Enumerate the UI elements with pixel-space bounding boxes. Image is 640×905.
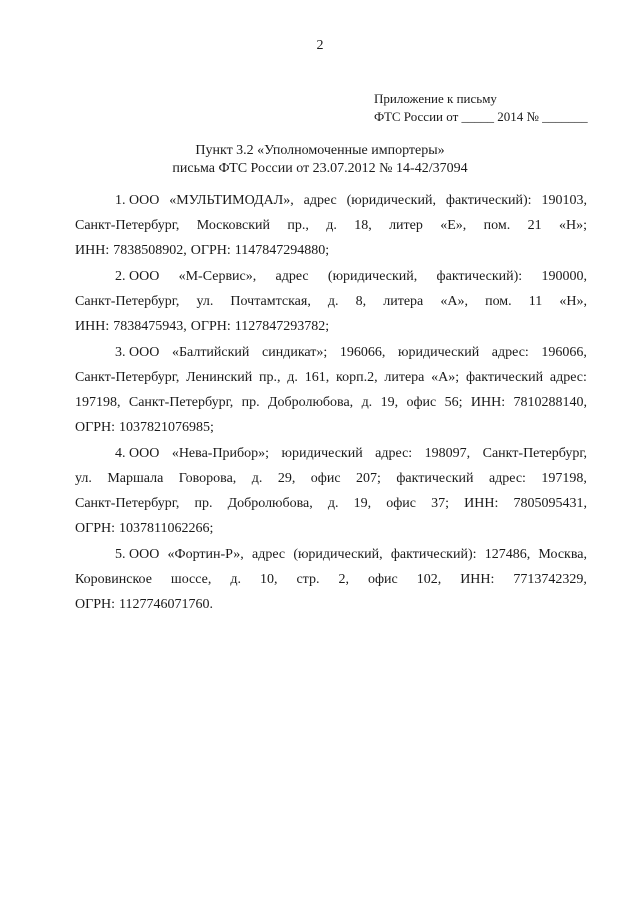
page-number: 2 — [316, 38, 324, 53]
entry-word: 56; — [444, 395, 463, 410]
entry-word: синдикат»; — [262, 345, 328, 360]
entry-word: Санкт-Петербург, — [75, 218, 180, 233]
entry-word: Коровинское — [75, 572, 152, 587]
entry-line — [75, 441, 587, 466]
entry-word: Санкт-Петербург, — [75, 370, 180, 385]
entry-word: ул. — [196, 294, 214, 309]
entry-word: д. — [327, 496, 339, 511]
importer-entry — [75, 441, 587, 541]
entry-word: 7838508902, — [113, 243, 187, 258]
entry-word: Санкт-Петербург, — [75, 496, 180, 511]
entry-word: фактический): — [390, 547, 477, 562]
entry-word: «М-Сервис», — [178, 269, 257, 284]
entry-word: «Н»; — [558, 218, 587, 233]
entry-word: «А», — [440, 294, 468, 309]
title-line-1: Пункт 3.2 «Уполномоченные импортеры» — [195, 143, 445, 158]
entry-word: корп.2, — [335, 370, 378, 385]
entry-word: фактический — [396, 471, 474, 486]
entry-word: Санкт-Петербург, — [128, 395, 234, 410]
entry-word: ИНН: — [464, 496, 499, 511]
entry-word: Добролюбова, — [227, 496, 313, 511]
entry-word: пр., — [259, 370, 281, 385]
importer-entry — [75, 188, 587, 263]
importer-list — [75, 188, 587, 618]
importer-entry — [75, 264, 587, 339]
entry-word: 8, — [355, 294, 367, 309]
entry-word: 207; — [356, 471, 381, 486]
entry-word: 1037821076985; — [119, 420, 214, 435]
entry-word: 7713742329, — [513, 572, 587, 587]
entry-word: «Н», — [559, 294, 587, 309]
entry-word: 29, — [277, 471, 296, 486]
entry-word: 11 — [528, 294, 543, 309]
entry-word: «МУЛЬТИМОДАЛ», — [169, 193, 294, 208]
entry-word: д. — [230, 572, 241, 587]
entry-word: Санкт-Петербург, — [482, 446, 587, 461]
entry-word: ИНН: — [460, 572, 495, 587]
entry-word: 19, — [380, 395, 399, 410]
entry-line — [75, 340, 587, 365]
entry-word: 1037811062266; — [119, 521, 214, 536]
entry-word: ОГРН: — [190, 243, 231, 258]
entry-word: адрес — [303, 193, 337, 208]
entry-word: офис — [406, 395, 437, 410]
entry-word: пом. — [485, 294, 512, 309]
entry-word: адрес: — [488, 471, 526, 486]
entry-word: Москва, — [538, 547, 587, 562]
appendix-header — [374, 90, 588, 126]
entry-word: литер — [389, 218, 423, 233]
entry-word: «Е», — [440, 218, 467, 233]
entry-word: 4. ООО — [115, 446, 160, 461]
entry-word: пр. — [241, 395, 260, 410]
entry-word: офис — [310, 471, 341, 486]
entry-word: (юридический, — [293, 547, 383, 562]
entry-word: 198097, — [424, 446, 471, 461]
entry-word: 7810288140, — [513, 395, 587, 410]
entry-word: 19, — [353, 496, 372, 511]
entry-word: 196066, — [339, 345, 386, 360]
entry-word: ОГРН: — [75, 521, 115, 536]
entry-word: 1127847293782; — [234, 319, 330, 334]
entry-word: 1147847294880; — [234, 243, 330, 258]
entry-word: 3. ООО — [115, 345, 160, 360]
entry-word: юридический — [281, 446, 363, 461]
entry-word: д. — [327, 294, 339, 309]
entry-word: 127486, — [484, 547, 531, 562]
entry-line — [75, 567, 587, 592]
entry-word: фактический — [465, 370, 544, 385]
entry-word: Московский — [196, 218, 270, 233]
entry-line — [75, 188, 587, 213]
entry-word: 1. ООО — [115, 193, 160, 208]
entry-word: адрес: — [375, 446, 413, 461]
entry-word: «Фортин-Р», — [167, 547, 244, 562]
entry-word: адрес — [252, 547, 286, 562]
entry-word: адрес: — [491, 345, 529, 360]
entry-word: фактический): — [445, 193, 532, 208]
entry-word: ОГРН: — [75, 597, 115, 612]
entry-word: адрес — [275, 269, 309, 284]
importer-entry — [75, 340, 587, 440]
entry-word: юридический — [398, 345, 480, 360]
entry-word: ОГРН: — [190, 319, 231, 334]
entry-word: литера — [383, 294, 424, 309]
entry-word: ИНН: — [470, 395, 506, 410]
entry-word: офис — [367, 572, 398, 587]
entry-line — [75, 516, 587, 541]
entry-word: Добролюбова, — [267, 395, 354, 410]
entry-word: пр. — [194, 496, 213, 511]
entry-word: «Нева-Прибор»; — [171, 446, 270, 461]
entry-word: 190103, — [541, 193, 587, 208]
entry-line — [75, 542, 587, 567]
appendix-line-2: ФТС России от _____ 2014 № _______ — [374, 109, 588, 124]
entry-line — [75, 264, 587, 289]
entry-word: 18, — [354, 218, 372, 233]
entry-word: Ленинский — [186, 370, 253, 385]
entry-word: пр., — [287, 218, 309, 233]
entry-line — [75, 491, 587, 516]
entry-word: 7838475943, — [113, 319, 187, 334]
entry-line — [75, 289, 587, 314]
entry-word: 21 — [527, 218, 542, 233]
entry-word: 102, — [416, 572, 442, 587]
entry-word: 2. ООО — [115, 269, 160, 284]
entry-line — [75, 592, 587, 617]
entry-word: 5. ООО — [115, 547, 160, 562]
entry-word: литера — [384, 370, 425, 385]
entry-word: (юридический, — [327, 269, 418, 284]
entry-word: 10, — [259, 572, 278, 587]
entry-word: «Балтийский — [171, 345, 250, 360]
entry-word: 2, — [338, 572, 349, 587]
entry-line — [75, 365, 587, 390]
entry-word: стр. — [296, 572, 320, 587]
entry-line — [75, 314, 587, 339]
entry-word: 197198, — [75, 395, 121, 410]
entry-word: 197198, — [541, 471, 587, 486]
entry-word: 1127746071760. — [119, 597, 213, 612]
entry-word: д. — [287, 370, 298, 385]
entry-word: Маршала — [107, 471, 164, 486]
entry-word: д. — [361, 395, 373, 410]
entry-word: шоссе, — [170, 572, 212, 587]
entry-word: 7805095431, — [513, 496, 587, 511]
entry-line — [75, 213, 587, 238]
entry-word: фактический): — [436, 269, 523, 284]
entry-word: Говорова, — [178, 471, 237, 486]
entry-word: ул. — [75, 471, 92, 486]
entry-line — [75, 466, 587, 491]
entry-word: пом. — [483, 218, 511, 233]
importer-entry — [75, 542, 587, 617]
entry-word: д. — [326, 218, 337, 233]
entry-word: (юридический, — [346, 193, 436, 208]
document-title — [0, 142, 640, 178]
entry-word: 196066, — [541, 345, 587, 360]
entry-word: 37; — [431, 496, 450, 511]
entry-word: Почтамтская, — [230, 294, 311, 309]
entry-word: 190000, — [541, 269, 587, 284]
entry-word: офис — [386, 496, 417, 511]
entry-word: «А»; — [431, 370, 460, 385]
entry-line — [75, 415, 587, 440]
title-line-2: письма ФТС России от 23.07.2012 № 14-42/37094 — [172, 161, 468, 176]
entry-word: адрес: — [549, 370, 587, 385]
entry-word: 161, — [304, 370, 330, 385]
entry-line — [75, 390, 587, 415]
entry-word: ИНН: — [75, 319, 110, 334]
entry-word: ОГРН: — [75, 420, 115, 435]
appendix-line-1: Приложение к письму — [374, 91, 497, 106]
entry-word: Санкт-Петербург, — [75, 294, 180, 309]
entry-word: ИНН: — [75, 243, 110, 258]
entry-word: д. — [251, 471, 263, 486]
entry-line — [75, 238, 587, 263]
